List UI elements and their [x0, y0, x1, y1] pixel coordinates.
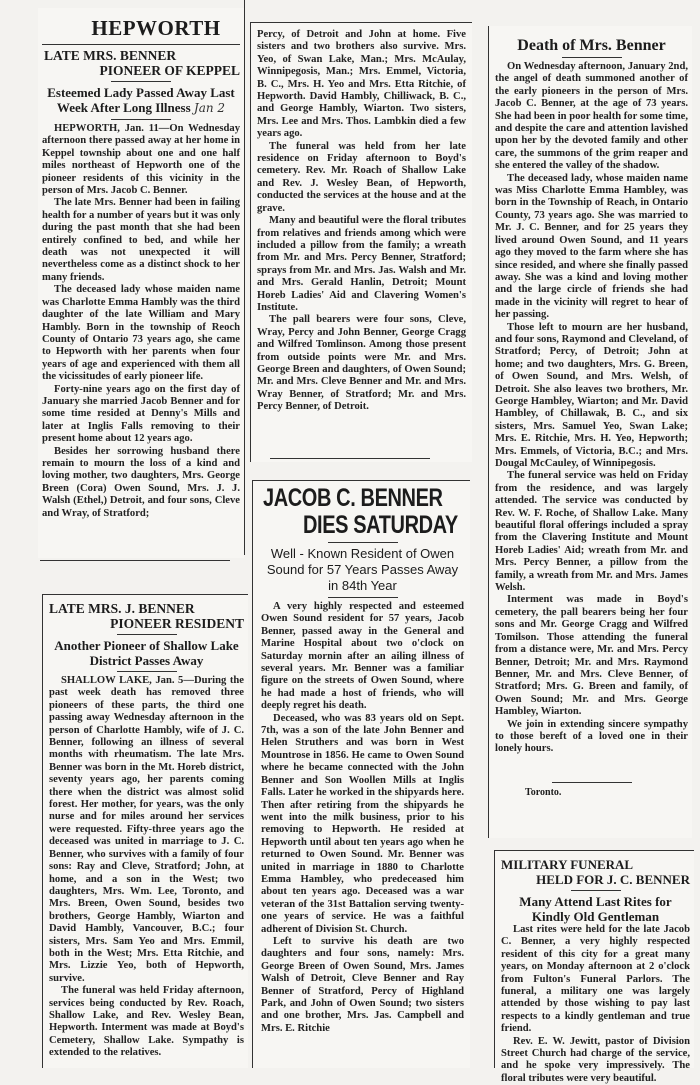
paragraph: Left to survive his death are two daughters and four sons, namely: Mrs. George Breen of Owen Sound, Mrs. James Walsh of Detroit, Cleve Benner and Ray Benner of Stratford, Percy of Highland Park, and John of Owen Sound; two sisters and one brother, Mrs. Jas. Campbell and Mrs. E. Ritchie	[261, 935, 464, 1034]
divider	[328, 542, 398, 543]
headline-box	[261, 485, 464, 539]
clipping-death-of-mrs-benner	[488, 26, 692, 838]
paragraph: Those left to mourn are her husband, and four sons, Raymond and Cleveland, of Stratford; Percy, of Detroit; John at home; and two daughters, Mrs. G. Breen, of Owen Sound, and Mrs. Welsh, of Detroit. She also leaves two brothers, Mr. George Hambley, Wiarton; and Mr. David Hambley, of Chillawak, B. C., and six sisters, Mrs. Samuel Yeo, Swan Lake; Mrs. E. Ritchie, Mrs. H. Yeo, Hepworth; Mrs. Emmels, of Victoria, B.C.; and Mrs. Dougal McCauley, of Winnipegosis.	[495, 321, 688, 469]
paragraph: Deceased, who was 83 years old on Sept. 7th, was a son of the late John Benner and Helen Struthers and was born in West Mountrose in 1856. He came to Owen Sound where he became connected with the John Benner and Son Woollen Mills at Inglis Falls. Later he worked in the shipyards here. Then after retiring from the shipyards he went into the milk business, prior to his removing to Hepworth. He resided at Hepworth until about ten years ago when he returned to Owen Sound. Mr. Benner was united in marriage in 1880 to Charlotte Emma Hambley, who predeceased him about ten years ago. Deceased was a war veteran of the 31st Battalion serving twenty-one years of service. He was a faithful adherent of Division St. Church.	[261, 712, 464, 935]
paragraph: Percy, of Detroit and John at home. Five sisters and two brothers also survive. Mrs. Yeo, of Swan Lake, Man.; Mrs. McAulay, Winnipegosis, Man.; Mrs. Emmel, Victoria, B. C., Mrs. H. Yeo and Mrs. Etta Ritchie, of Hepworth. David Hambly, Chilliwack, B. C., and George Hambly, Wiarton. Two sisters, Mrs. Lee and Mrs. Thos. Lambkin died a few years ago.	[257, 29, 466, 140]
column-rule	[244, 0, 245, 555]
divider	[328, 597, 398, 598]
paragraph: We join in extending sincere sympathy to those bereft of a loved one in their lonely hours.	[495, 718, 688, 755]
clipping-jacob-c-benner-dies-saturday	[252, 480, 470, 1068]
section-title: HEPWORTH	[91, 16, 221, 40]
clipping-military-funeral	[494, 850, 694, 1084]
paragraph: On Wednesday afternoon, January 2nd, the angel of death summoned another of the early pioneers in the person of Mrs. Jacob C. Benner, at the age of 73 years. She had been in poor health for some time, and despite the care and attention lavished upon her by the devoted family and other care, the summons of the grim reaper and she entered the valley of the shadow.	[495, 61, 688, 172]
divider	[42, 44, 240, 45]
paragraph: Rev. E. W. Jewitt, pastor of Division Street Church had charge of the service, and he spoke very impressively. The floral tributes were very beautiful.	[501, 1035, 690, 1084]
paragraph: Forty-nine years ago on the first day of January she married Jacob Benner and for some time resided at Denny's Mills and later at Inglis Falls removing to their present home about 12 years ago.	[42, 383, 240, 445]
article-body	[495, 61, 688, 776]
divider	[111, 81, 171, 82]
paragraph: Interment was made in Boyd's cemetery, the pall bearers being her four sons and Mr. George Cragg and Wilfred Tomilson. Those attending the funeral from a distance were, Mr. and Mrs. Percy Benner, Detroit; Mr. and Mrs. Raymond Benner, Mr. and Mrs. Cleve Benner, of Stratford; Mrs. G. Breen and family, of Owen Sound; Mr. and Mrs. George Hambley, Wiarton.	[495, 594, 688, 718]
clipping-late-mrs-benner-pioneer-of-keppel	[38, 8, 244, 558]
headline-line1: LATE MRS. BENNER	[44, 48, 177, 63]
divider	[552, 782, 632, 783]
headline-line2: PIONEER RESIDENT	[110, 616, 244, 631]
cut-line	[270, 458, 430, 459]
article-deck: Another Pioneer of Shallow Lake District Passes Away	[54, 638, 239, 668]
headline: Death of Mrs. Benner	[517, 37, 666, 54]
paragraph: A very highly respected and esteemed Owen Sound resident for 57 years, Jacob Benner, passed away in the General and Marine Hospital about two o'clock on Saturday mornin after an ailing illness of several years. Mr. Benner was a familiar figure on the streets of Owen Sound, where he had made a host of friends, who will deeply regret his death.	[261, 601, 464, 712]
article-body	[257, 29, 466, 457]
headline-line2: DIES SATURDAY	[303, 511, 458, 539]
headline-line2: PIONEER OF KEPPEL	[99, 63, 240, 78]
article-deck: Well - Known Resident of Owen Sound for 57 Years Passes Away in 84th Year	[266, 546, 459, 593]
cut-line	[40, 560, 230, 561]
paragraph: Besides her sorrowing husband there remain to mourn the loss of a kind and loving mother, two daughters, Mrs. George Breen (Cora) Owen Sound, Mrs. J. J. Walsh (Ethel,) Detroit, and four sons, Cleve and Wray, of Stratford;	[42, 445, 240, 519]
article-body	[261, 601, 464, 1061]
divider	[571, 890, 621, 891]
clipping-fragment: Toronto.	[525, 787, 562, 798]
divider	[117, 671, 177, 672]
article-deck: Many Attend Last Rites for Kindly Old Gentleman	[519, 894, 672, 924]
paragraph: The funeral was held from her late residence on Friday afternoon to Boyd's cemetery. Rev. Mr. Roach of Shallow Lake and Rev. J. Wesley Bean, of Hepworth, conducted the services at the house and at the grave.	[257, 140, 466, 214]
divider	[117, 634, 177, 635]
clipping-late-mrs-j-benner-pioneer-resident	[42, 594, 248, 1068]
divider	[562, 57, 622, 58]
paragraph: The funeral was held Friday afternoon, services being conducted by Rev. Roach, Shallow Lake, and Rev. Wesley Bean, Hepworth. Interment was made at Boyd's Cemetery, Shallow Lake. Sympathy is extended to the relatives.	[49, 985, 244, 1059]
deck-text: Esteemed Lady Passed Away Last Week After Long Illness	[47, 85, 235, 115]
paragraph: Many and beautiful were the floral tributes from relatives and friends among which were included a pillow from the family; a wreath from Mr. and Mrs. Percy Benner, Stratford; sprays from Mr. and Mrs. Jas. Walsh and Mr. and Mrs. Gerald Hanlin, Detroit; Mount Horeb Ladies' Aid and Clavering Women's Institute.	[257, 215, 466, 313]
headline-line1: LATE MRS. J. BENNER	[49, 601, 195, 616]
article-body	[42, 123, 240, 518]
headline-line1: JACOB C. BENNER	[263, 484, 443, 512]
paragraph: The pall bearers were four sons, Cleve, Wray, Percy and John Benner, George Cragg and Wilfred Tomlinson. Among those present from outside points were Mr. and Mrs. George Breen and daughters, of Owen Sound; Mr. and Mrs. Cleve Benner and Mr. and Mrs. Wray Benner, of Stratford; Mr. and Mrs. Percy Benner, of Detroit.	[257, 314, 466, 413]
divider	[111, 119, 171, 120]
paragraph: HEPWORTH, Jan. 11—On Wednesday afternoon there passed away at her home in Keppel township about one and one half miles northeast of Hepworth one of the pioneer residents of this vicinity in the person of Mrs. Jacob C. Benner.	[42, 123, 240, 197]
paragraph: The funeral service was held on Friday from the residence, and was largely attended. The service was conducted by Rev. W. F. Roche, of Shallow Lake. Many beautiful floral offerings included a spray from the Clavering Institute and Mount Horeb Ladies' Aid; wreath from Mr. and Mrs. Percy Benner, a pillow from the family, a wreath from Mr. and Mrs. James Welsh.	[495, 470, 688, 594]
article-deck	[42, 85, 240, 116]
paragraph: The deceased lady, whose maiden name was Miss Charlotte Emma Hambley, was born in the Township of Reach, in Ontario County, 73 years ago. She was married to Mr. J. C. Benner, and for 25 years they lived around Owen Sound, and 11 years ago they moved to the farm where she has since resided, and where she finally passed away. She was a kind and loving mother and the large circle of friends she had made in the vicinity will regret to hear of her passing.	[495, 172, 688, 321]
paragraph: The late Mrs. Benner had been in failing health for a number of years but it was only during the past month that she had been entirely confined to bed, and while her death was not unexpected it will nevertheless come as a distinct shock to her many friends.	[42, 197, 240, 283]
headline-line1: MILITARY FUNERAL	[501, 857, 634, 872]
paragraph: Last rites were held for the late Jacob C. Benner, a very highly respected resident of this city for a great many years, on Monday afternoon at 2 o'clock from Fulton's Funeral Parlors. The funeral, a military one was largely attended by those wishing to pay last respects to a kindly gentleman and true friend.	[501, 924, 690, 1035]
paragraph: The deceased lady whose maiden name was Charlotte Emma Hambly was the third daughter of the late William and Mary Hambly. Born in the township of Reoch County of Ontario 73 years ago, she came to Hepworth with her parents when four years of age and experienced with them all the vicissitudes of early pioneer life.	[42, 284, 240, 383]
headline-line2: HELD FOR J. C. BENNER	[536, 872, 690, 887]
paragraph: SHALLOW LAKE, Jan. 5—During the past week death has removed three pioneers of these parts, the third one passing away Wednesday afternoon in the person of Charlotte Hambly, wife of J. C. Benner, following an illness of several months with rheumatism. The late Mrs. Benner was born in the Mt. Horeb district, seventy years ago, her parents coming there when the district was almost solid forest. Her mother, for years, was the only nurse and for miles around her services were requested. Fifty-three years ago the deceased was united in marriage to J. C. Benner, who survives with a family of four sons: Ray and Cleve, Stratford; John, at home, and a son in the West; two daughters, Mrs. Wm. Lee, Toronto, and Mrs. Breen, Owen Sound, besides two brothers, George Hambly, Wiarton and David Hambly, Vancouver, B.C.; four sisters, Mrs. Sam Yeo and Mrs. Emmil, both in the West; Mrs. Etta Ritchie, and Mrs. Lizzie Yeo, both of Hepworth, survive.	[49, 675, 244, 984]
article-body	[49, 675, 244, 1075]
article-body	[501, 924, 690, 1084]
handwritten-note: Jan 2	[193, 101, 226, 115]
clipping-continuation	[250, 22, 472, 462]
